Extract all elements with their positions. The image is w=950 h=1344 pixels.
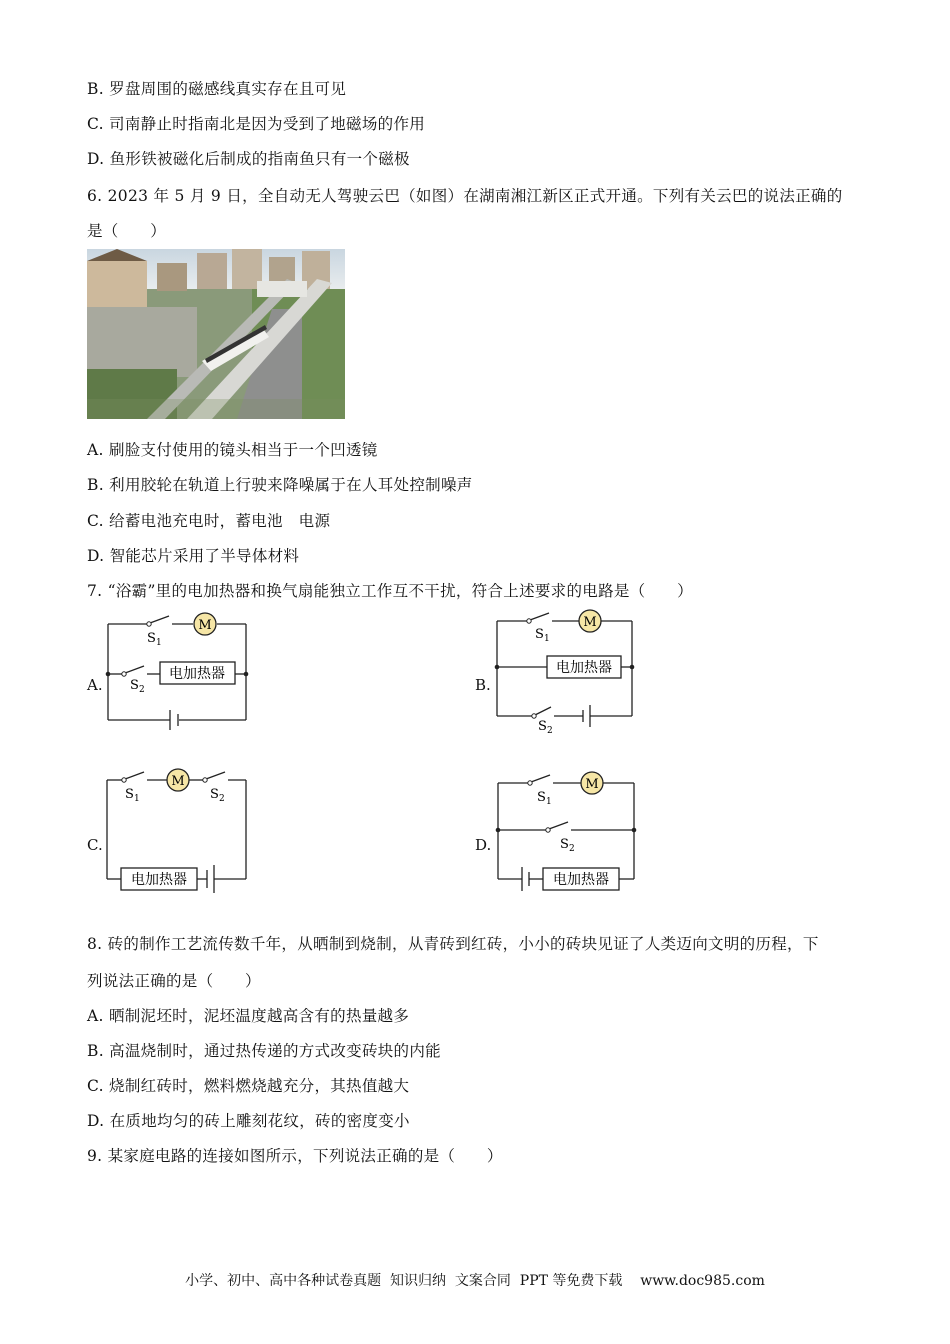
s1-label: S bbox=[147, 631, 156, 646]
question-8-stem: 8. 砖的制作工艺流传数千年，从晒制到烧制，从青砖到红砖，小小的砖块见证了人类迈向文明的历程，下 bbox=[87, 935, 819, 953]
option-b-q8: B. 高温烧制时，通过热传递的方式改变砖块的内能 bbox=[87, 1042, 441, 1060]
circuit-c-diagram bbox=[104, 766, 254, 894]
s2-sub: 2 bbox=[139, 685, 145, 695]
s1-label: S bbox=[535, 627, 544, 642]
option-b-q5: B. 罗盘周围的磁感线真实存在且可见 bbox=[87, 80, 347, 98]
s2-label: S bbox=[130, 678, 139, 693]
s2-sub: 2 bbox=[219, 794, 225, 804]
motor-label: M bbox=[583, 615, 597, 630]
s2-label: S bbox=[560, 837, 569, 852]
question-8-stem-cont: 列说法正确的是（ ） bbox=[87, 972, 261, 990]
option-c-q5: C. 司南静止时指南北是因为受到了地磁场的作用 bbox=[87, 115, 426, 133]
question-9-stem: 9. 某家庭电路的连接如图所示，下列说法正确的是（ ） bbox=[87, 1147, 503, 1165]
s1-sub: 1 bbox=[546, 797, 552, 807]
cloud-bus-photo bbox=[87, 249, 345, 419]
s1-sub: 1 bbox=[156, 638, 162, 648]
circuit-d-label: D. bbox=[475, 836, 492, 854]
option-b-q6: B. 利用胶轮在轨道上行驶来降噪属于在人耳处控制噪声 bbox=[87, 476, 473, 494]
circuit-a-label: A. bbox=[87, 676, 103, 694]
question-7-stem: 7. “浴霸”里的电加热器和换气扇能独立工作互不干扰，符合上述要求的电路是（ ） bbox=[87, 582, 693, 600]
circuit-b-diagram bbox=[494, 608, 644, 736]
s2-sub: 2 bbox=[547, 726, 553, 736]
circuit-d-diagram bbox=[495, 771, 645, 895]
page-footer: 小学、初中、高中各种试卷真题 知识归纳 文案合同 PPT 等免费下载 www.doc985.com bbox=[185, 1273, 765, 1289]
option-d-q5: D. 鱼形铁被磁化后制成的指南鱼只有一个磁极 bbox=[87, 150, 410, 168]
heater-label: 电加热器 bbox=[169, 666, 225, 682]
motor-label: M bbox=[171, 774, 185, 789]
option-a-q6: A. 刷脸支付使用的镜头相当于一个凹透镜 bbox=[87, 441, 378, 459]
question-6-stem-cont: 是（ ） bbox=[87, 222, 167, 240]
s1-label: S bbox=[125, 787, 134, 802]
s2-label: S bbox=[538, 719, 547, 734]
s1-label: S bbox=[537, 790, 546, 805]
motor-label: M bbox=[585, 777, 599, 792]
option-d-q6: D. 智能芯片采用了半导体材料 bbox=[87, 547, 300, 565]
question-6-stem: 6. 2023 年 5 月 9 日，全自动无人驾驶云巴（如图）在湖南湘江新区正式开通。下列有关云巴的说法正确的 bbox=[87, 187, 843, 205]
circuit-b-label: B. bbox=[475, 676, 491, 694]
s2-label: S bbox=[210, 787, 219, 802]
s2-sub: 2 bbox=[569, 844, 575, 854]
option-c-q6: C. 给蓄电池充电时，蓄电池 电源 bbox=[87, 512, 331, 530]
option-c-q8: C. 烧制红砖时，燃料燃烧越充分，其热值越大 bbox=[87, 1077, 410, 1095]
heater-label: 电加热器 bbox=[553, 872, 609, 888]
option-d-q8: D. 在质地均匀的砖上雕刻花纹，砖的密度变小 bbox=[87, 1112, 410, 1130]
s1-sub: 1 bbox=[134, 794, 140, 804]
circuit-a-diagram bbox=[105, 612, 255, 736]
s1-sub: 1 bbox=[544, 634, 550, 644]
option-a-q8: A. 晒制泥坯时，泥坯温度越高含有的热量越多 bbox=[87, 1007, 410, 1025]
heater-label: 电加热器 bbox=[556, 660, 612, 676]
circuit-c-label: C. bbox=[87, 836, 103, 854]
heater-label: 电加热器 bbox=[131, 872, 187, 888]
motor-label: M bbox=[198, 618, 212, 633]
